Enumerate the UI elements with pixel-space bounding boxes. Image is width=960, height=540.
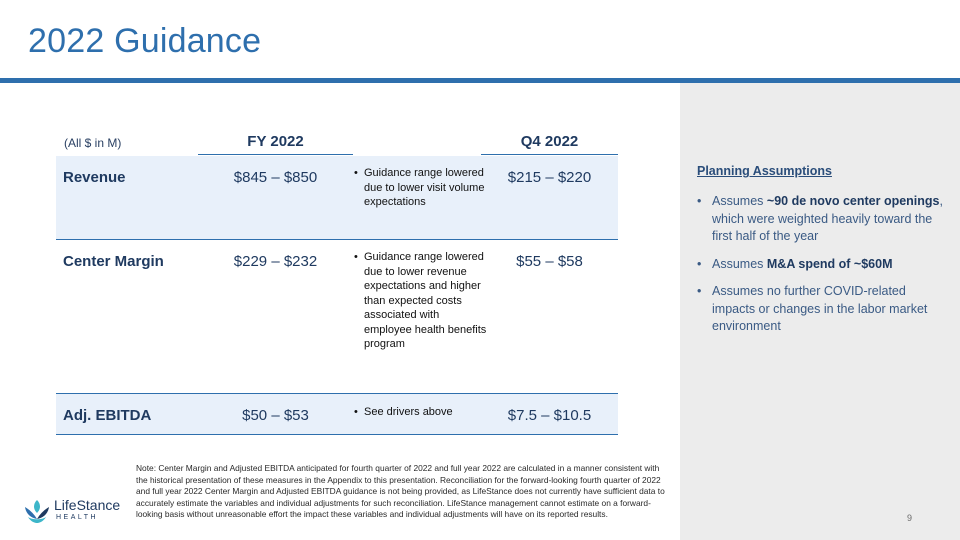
row-note	[354, 166, 488, 210]
row-divider	[56, 434, 618, 435]
planning-list	[697, 193, 947, 346]
footnote: Note: Center Margin and Adjusted EBITDA anticipated for fourth quarter of 2022 and full year 2022 are calculated in a manner consistent with the historical presentation of these measures in the Appendix to this presentation. Reconciliation for the forward-looking fourth quarter of 2022 and full year 2022 Center Margin and Adjusted EBITDA guidance is not being provided, as LifeStance does not currently have sufficient data to accurately estimate the variables and individual adjustments for such reconciliation. LifeStance management cannot estimate on a forward-looking basis without unreasonable effort the impact these variables and individual adjustments will have on its reported results.	[136, 463, 665, 520]
row-note-text: Guidance range lowered due to lower revenue expectations and higher than expected costs associated with employee health benefits program	[364, 251, 487, 350]
bullet-icon: •	[697, 284, 702, 298]
logo-subtitle: HEALTH	[56, 514, 99, 521]
slide-title: 2022 Guidance	[28, 22, 262, 60]
lifestance-logo	[22, 495, 132, 527]
item-text: Assumes	[712, 256, 767, 271]
row-note	[354, 405, 488, 420]
item-emphasis: M&A spend of ~$60M	[766, 256, 893, 271]
q4-range: $55 – $58	[516, 253, 583, 270]
item-text: Assumes	[712, 194, 767, 208]
table-header	[56, 128, 618, 154]
table-row-adj-ebitda	[56, 394, 618, 434]
table-row-center-margin	[56, 240, 618, 394]
row-note-text: Guidance range lowered due to lower visit volume expectations	[364, 167, 485, 208]
fy-range: $845 – $850	[233, 169, 318, 186]
q4-range: $215 – $220	[507, 169, 592, 186]
item-emphasis: ~90 de novo center openings	[766, 194, 940, 208]
header-rule-fy	[198, 154, 353, 155]
row-label: Revenue	[63, 169, 126, 186]
logo-wordmark: LifeStance	[54, 497, 121, 513]
bullet-icon: •	[697, 256, 702, 271]
row-label: Center Margin	[63, 253, 164, 270]
fy-range: $50 – $53	[242, 407, 309, 424]
unit-label: (All $ in M)	[64, 136, 122, 150]
page-number: 9	[907, 513, 913, 523]
col-header-q4: Q4 2022	[520, 133, 579, 150]
fy-range: $229 – $232	[233, 253, 318, 270]
lifestance-logo-icon	[22, 496, 52, 526]
row-label: Adj. EBITDA	[63, 407, 152, 424]
item-text: Assumes no further COVID-related impacts or changes in the labor market environment	[712, 284, 928, 333]
q4-range: $7.5 – $10.5	[507, 407, 592, 424]
list-item	[697, 283, 947, 336]
list-item	[697, 256, 947, 274]
header-rule-q4	[481, 154, 618, 155]
table-row-revenue	[56, 156, 618, 240]
bullet-icon: •	[354, 167, 358, 179]
planning-heading: Planning Assumptions	[697, 164, 832, 178]
planning-assumptions-panel	[680, 83, 960, 540]
row-note-text: See drivers above	[364, 406, 453, 418]
bullet-icon: •	[354, 406, 358, 418]
bullet-icon: •	[354, 251, 358, 263]
col-header-fy: FY 2022	[247, 133, 304, 150]
row-note	[354, 250, 488, 352]
bullet-icon: •	[697, 194, 702, 208]
list-item	[697, 193, 947, 246]
item-text-tail: , which were weighted heavily toward the first half of the year	[712, 194, 943, 243]
